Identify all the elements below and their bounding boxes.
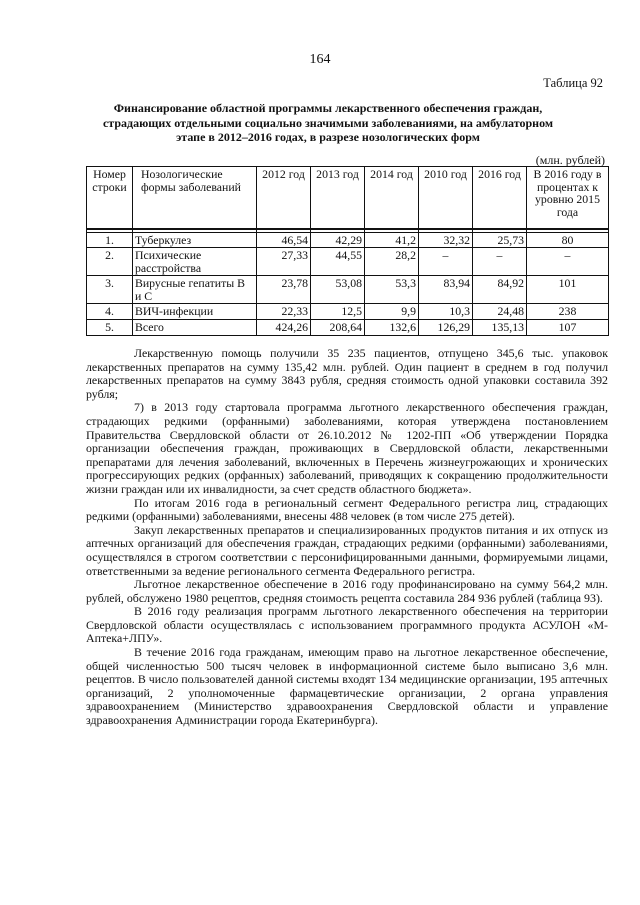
table-row [87, 232, 609, 248]
cell-2013: 208,64 [311, 320, 365, 336]
row-disease: Туберкулез [133, 232, 257, 248]
row-disease: Всего [133, 320, 257, 336]
cell-2016: 84,92 [473, 276, 527, 304]
cell-2012: 22,33 [257, 304, 311, 320]
paragraph: 7) в 2013 году стартовала программа льготного лекарственного обеспечения граждан, страдающих редкими (орфанными) заболеваниями, которая утверждена постановлением Правительства Свердловской области от 26.10.2012 № 1202-ПП «Об утверждении Порядка организации обеспечения граждан, проживающих в Свердловской области, лекарственными препаратами для лечения заболеваний, включенных в Перечень жизнеугрожающих и хронических прогрессирующих редких (орфанных) заболеваний, приводящих к сокращению продолжительности жизни граждан или их инвалидности, за счет средств областного бюджета». [86, 400, 608, 496]
row-disease: Психические расстройства [133, 248, 257, 276]
cell-percent: 80 [527, 232, 609, 248]
col-header-2012: 2012 год [257, 167, 311, 229]
paragraph: В 2016 году реализация программ льготного лекарственного обеспечения на территории Свердловской области осуществлялась с использованием программного продукта АСУЛОН «М-Аптека+ЛПУ». [86, 604, 608, 646]
col-header-2014: 2014 год [365, 167, 419, 229]
paragraph: По итогам 2016 года в региональный сегмент Федерального регистра лиц, страдающих редкими (орфанными) заболеваниями, внесены 488 человек (в том числе 275 детей). [86, 495, 608, 524]
cell-2010: 83,94 [419, 276, 473, 304]
cell-2014: 28,2 [365, 248, 419, 276]
table-row [87, 304, 609, 320]
cell-2016: 135,13 [473, 320, 527, 336]
cell-2012: 46,54 [257, 232, 311, 248]
cell-2010: 32,32 [419, 232, 473, 248]
row-disease: Вирусные гепатиты В и С [133, 276, 257, 304]
cell-2016: – [473, 248, 527, 276]
cell-2012: 424,26 [257, 320, 311, 336]
cell-percent: 238 [527, 304, 609, 320]
paragraph: Закуп лекарственных препаратов и специализированных продуктов питания и их отпуск из аптечных организаций для обеспечения граждан, страдающих редкими (орфанными) заболеваниями, осуществлялся в строгом соответствии с персонифицированными данными, формируемыми лицами, ответственными за ведение регионального сегмента Федерального регистра. [86, 522, 608, 578]
row-number: 5. [87, 320, 133, 336]
table-header-row [87, 167, 609, 229]
cell-2016: 25,73 [473, 232, 527, 248]
cell-2014: 41,2 [365, 232, 419, 248]
cell-2014: 132,6 [365, 320, 419, 336]
col-header-forms: Нозологические формы заболеваний [133, 167, 257, 229]
row-number: 1. [87, 232, 133, 248]
financing-table [86, 166, 609, 336]
units-label: (млн. рублей) [535, 153, 605, 167]
row-number: 3. [87, 276, 133, 304]
page-number: 164 [309, 52, 331, 67]
col-header-2013: 2013 год [311, 167, 365, 229]
row-disease: ВИЧ-инфекции [133, 304, 257, 320]
paragraph: Льготное лекарственное обеспечение в 2016 году профинансировано на сумму 564,2 млн. рублей, обслужено 1980 рецептов, средняя стоимость рецепта составила 284 936 рублей (таблица 93). [86, 577, 608, 605]
table-label: Таблица 92 [543, 76, 603, 90]
col-header-number: Номер строки [87, 167, 133, 229]
cell-2014: 53,3 [365, 276, 419, 304]
col-header-percent: В 2016 году в процентах к уровню 2015 года [527, 167, 609, 229]
row-number: 2. [87, 248, 133, 276]
table-row-total [87, 320, 609, 336]
col-header-2010: 2010 год [419, 167, 473, 229]
cell-2013: 42,29 [311, 232, 365, 248]
paragraph: В течение 2016 года гражданам, имеющим право на льготное лекарственное обеспечение, общей численностью 500 тысяч человек в информационной системе было выписано 3,6 млн. рецептов. В число пользователей данной системы входят 134 медицинские организации, 195 аптечных организаций, 2 уполномоченные фармацевтические организации, 2 органа управления здравоохранением (Министерство здравоохранения Свердловской области и управление здравоохранения Администрации города Екатеринбурга). [86, 645, 608, 728]
cell-2012: 27,33 [257, 248, 311, 276]
table-row [87, 248, 609, 276]
cell-2013: 53,08 [311, 276, 365, 304]
cell-percent: – [527, 248, 609, 276]
cell-2013: 12,5 [311, 304, 365, 320]
body-text [86, 347, 608, 728]
cell-2010: 10,3 [419, 304, 473, 320]
cell-2014: 9,9 [365, 304, 419, 320]
paragraph: Лекарственную помощь получили 35 235 пациентов, отпущено 345,6 тыс. упаковок лекарственных препаратов на сумму 135,42 млн. рублей. Один пациент в среднем в год получил лекарственных препаратов на сумму 3843 рубля, средняя стоимость одной упаковки составила 392 рубля; [86, 346, 608, 401]
row-number: 4. [87, 304, 133, 320]
table-title: Финансирование областной программы лекарственного обеспечения граждан, страдающих отдельными социально значимыми заболеваниями, на амбулаторном этапе в 2012–2016 годах, в разрезе нозологических форм [102, 101, 554, 145]
cell-2010: 126,29 [419, 320, 473, 336]
cell-2012: 23,78 [257, 276, 311, 304]
cell-percent: 107 [527, 320, 609, 336]
cell-2013: 44,55 [311, 248, 365, 276]
cell-percent: 101 [527, 276, 609, 304]
table-row [87, 276, 609, 304]
col-header-2016: 2016 год [473, 167, 527, 229]
cell-2010: – [419, 248, 473, 276]
cell-2016: 24,48 [473, 304, 527, 320]
